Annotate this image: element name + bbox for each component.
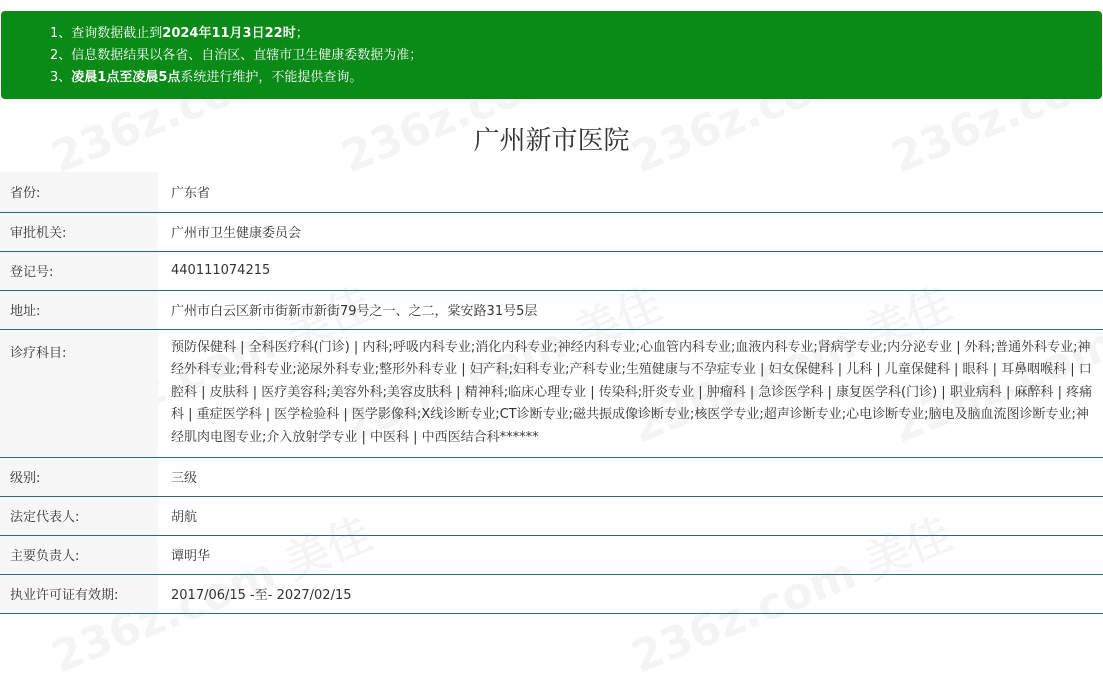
authority-label: 审批机关: — [0, 212, 158, 251]
principal-label: 主要负责人: — [0, 535, 158, 574]
level-label: 级别: — [0, 457, 158, 496]
notice-line-1-date: 2024年11月3日22时 — [162, 26, 296, 41]
notice-line-1-prefix: 1、查询数据截止到 — [50, 26, 163, 41]
table-row — [0, 535, 1103, 574]
legal-rep-label: 法定代表人: — [0, 496, 158, 535]
notice-line-1-suffix: ； — [295, 26, 309, 41]
subjects-label: 诊疗科目: — [0, 329, 158, 457]
hospital-info-table — [0, 172, 1103, 614]
address-value: 广州市白云区新市街新市新街79号之一、之二，棠安路31号5层 — [158, 290, 1103, 329]
notice-line-3-suffix: 系统进行维护，不能提供查询。 — [180, 70, 363, 85]
registration-label: 登记号: — [0, 251, 158, 290]
province-label: 省份: — [0, 172, 158, 212]
table-row — [0, 172, 1103, 212]
notice-line-3 — [50, 67, 1102, 89]
license-label: 执业许可证有效期: — [0, 574, 158, 613]
authority-value: 广州市卫生健康委员会 — [158, 212, 1103, 251]
notice-banner — [1, 11, 1102, 99]
notice-line-3-hours: 凌晨1点至凌晨5点 — [71, 70, 181, 85]
province-value: 广东省 — [158, 172, 1103, 212]
license-value: 2017/06/15 -至- 2027/02/15 — [158, 574, 1103, 613]
table-row — [0, 457, 1103, 496]
principal-value: 谭明华 — [158, 535, 1103, 574]
table-row — [0, 251, 1103, 290]
address-label: 地址: — [0, 290, 158, 329]
table-row — [0, 329, 1103, 457]
notice-line-1 — [50, 23, 1102, 45]
page-title: 广州新市医院 — [473, 126, 630, 156]
table-row — [0, 212, 1103, 251]
table-row — [0, 496, 1103, 535]
table-row — [0, 290, 1103, 329]
registration-value: 440111074215 — [158, 251, 1103, 290]
table-row — [0, 574, 1103, 613]
notice-line-3-prefix: 3、 — [50, 70, 72, 85]
level-value: 三级 — [158, 457, 1103, 496]
legal-rep-value: 胡航 — [158, 496, 1103, 535]
subjects-value: 预防保健科 | 全科医疗科(门诊) | 内科;呼吸内科专业;消化内科专业;神经内科专业;心血管内科专业;血液内科专业;肾病学专业;内分泌专业 | 外科;普通外科专业;神经外科专业;骨科专业;泌尿外科专业;整形外科专业 | 妇产科;妇科专业;产科专业;生殖健康与不孕症专业 | 妇女保健科 | 儿科 | 儿童保健科 | 眼科 | 耳鼻咽喉科 | 口腔科 | 皮肤科 | 医疗美容科;美容外科;美容皮肤科 | 精神科;临床心理专业 | 传染科;肝炎专业 | 肿瘤科 | 急诊医学科 | 康复医学科(门诊) | 职业病科 | 麻醉科 | 疼痛科 | 重症医学科 | 医学检验科 | 医学影像科;X线诊断专业;CT诊断专业;磁共振成像诊断专业;核医学专业;超声诊断专业;心电诊断专业;脑电及脑血流图诊断专业;神经肌肉电图专业;介入放射学专业 | 中医科 | 中西医结合科****** — [158, 329, 1103, 457]
notice-line-2: 2、信息数据结果以各省、自治区、直辖市卫生健康委数据为准； — [50, 48, 423, 63]
